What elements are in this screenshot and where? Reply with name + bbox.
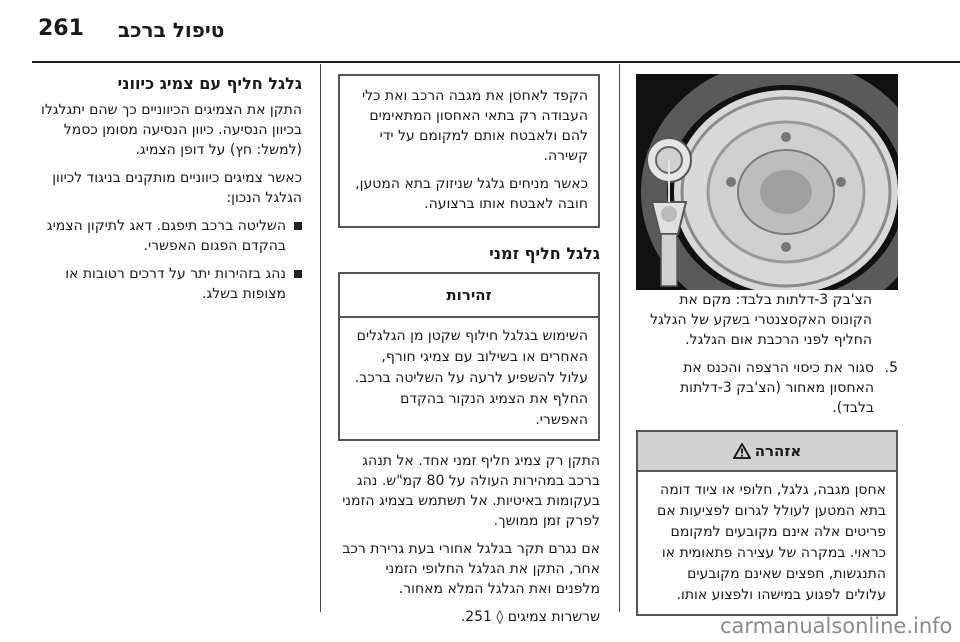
header-rule xyxy=(32,61,960,63)
page-header xyxy=(0,0,960,62)
storage-note-paragraph: הקפד לאחסן את מגבה הרכב ואת כלי העבודה רק בתאי האחסון המתאימים להם ולאבטח אותם למקומם על ידי קשירה. xyxy=(361,88,588,164)
speed-limit-paragraph: התקן רק צמיג חליף זמני אחד. אל תנהג ברכב במהירות העולה על 80 קמ"ש. נהג בעקומות באיטיות. אל תשתמש בצמיג הזמני לפרק זמן ממושך. xyxy=(342,453,600,529)
towing-paragraph: אם נגרם תקר בגלגל אחורי בעת גרירת רכב אחר, התקן את הגלגל החלופי הזמני מלפנים ואת הגלגל המלא מאחור. xyxy=(342,541,600,597)
spare-wheel-illustration xyxy=(636,74,898,290)
temporary-spare-heading: גלגל חליף זמני xyxy=(489,244,600,263)
directional-tyre-heading: גלגל חליף עם צמיג כיווני xyxy=(117,74,302,93)
snow-chains-reference[interactable]: שרשרות צמיגים ◊ 251. xyxy=(460,609,600,625)
wrong-direction-paragraph: כאשר צמיגים כיווניים מותקנים בניגוד לכיוון הגלגל הנכון: xyxy=(52,170,302,206)
warning-header xyxy=(638,432,896,472)
list-item xyxy=(40,216,302,256)
column-divider xyxy=(320,64,321,612)
warning-triangle-icon xyxy=(733,443,751,459)
spare-wheel-photo xyxy=(636,74,898,290)
left-column xyxy=(40,74,302,312)
middle-column xyxy=(338,74,600,635)
directional-tyre-paragraph: התקן את הצמיגים הכיווניים כך שהם יתגלגלו בכיוון הנסיעה. כיוון הנסיעה מסומן כסמל (למשל: חץ) על דופן הצמיג. xyxy=(41,102,302,158)
page-number: 261 xyxy=(38,16,84,41)
bullet-text: השליטה ברכב תיפגם. דאג לתיקון הצמיג בהקדם הפגום האפשרי. xyxy=(46,218,286,254)
instruction-step xyxy=(636,358,898,418)
strap-note-paragraph: כאשר מניחים גלגל שניזוק בתא המטען, חובה לאבטח אותו ברצועה. xyxy=(355,176,588,212)
caution-title: זהירות xyxy=(340,274,598,318)
bullet-square-icon xyxy=(294,222,302,230)
step-text: סגור את כיסוי הרצפה והכנס את האחסון מאחור (הצ'בק 3-דלתות בלבד). xyxy=(679,360,874,416)
step-number: 5. xyxy=(884,360,898,376)
watermark: carmanualsonline.info xyxy=(720,614,953,638)
caution-box xyxy=(338,272,600,441)
caution-text: השימוש בגלגל חילוף שקטן מן הגלגלים האחרים או בשילוב עם צמיגי חורף, עלול להשפיע לרעה על השליטה ברכב. החלף את הצמיג הנקור בהקדם האפשרי. xyxy=(354,328,588,428)
warning-box xyxy=(636,430,898,616)
right-column xyxy=(636,74,898,616)
figure-caption: הצ'בק 3-דלתות בלבד: מקם את הקונוס האקסצנטרי בשקע של הגלגל החליף לפני הרכבת אום הגלגל. xyxy=(650,292,872,348)
section-title: טיפול ברכב xyxy=(118,18,225,42)
column-divider xyxy=(619,64,620,612)
list-item xyxy=(40,264,302,304)
bullet-text: נהג בזהירות יתר על דרכים רטובות או מצופות בשלג. xyxy=(65,266,286,302)
warning-title: אזהרה xyxy=(754,442,802,460)
warning-text: אחסן מגבה, גלגל, חלופי או ציוד דומה בתא המטען לעולל לגרום לפציעות אם פריטים אלה אינם מקובעים למקומם כראוי. במקרה של עצירה פתאומית או התנגשות, חפצים שאינם מקובעים עלולים לפגוע במישהו ולפצוע אותו. xyxy=(657,482,886,603)
bullet-square-icon xyxy=(294,270,302,278)
storage-note-box xyxy=(338,74,600,228)
